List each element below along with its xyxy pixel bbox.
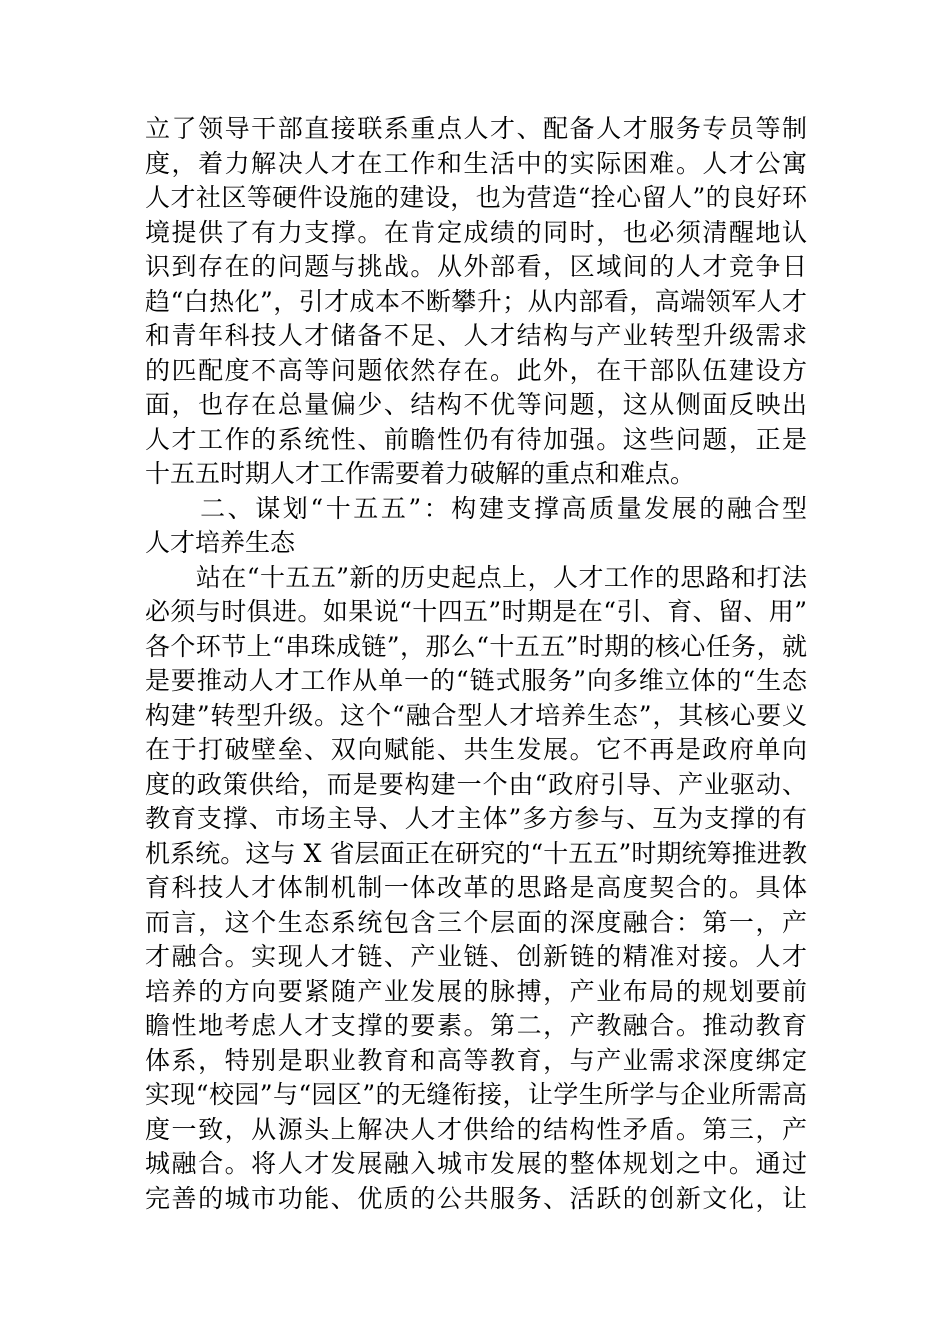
text-line: 实现“校园”与“园区”的无缝衔接，让学生所学与企业所需高 bbox=[145, 1080, 807, 1109]
text-line: 而言，这个生态系统包含三个层面的深度融合：第一，产 bbox=[145, 907, 807, 937]
text-line: 人才工作的系统性、前瞻性仍有待加强。这些问题，正是 bbox=[145, 424, 807, 454]
text-line: 境提供了有力支撑。在肯定成绩的同时，也必须清醒地认 bbox=[145, 217, 807, 247]
text-line: 趋“白热化”，引才成本不断攀升；从内部看，高端领军人才 bbox=[145, 286, 807, 316]
text-line: 育科技人才体制机制一体改革的思路是高度契合的。具体 bbox=[145, 873, 807, 902]
text-line: 是要推动人才工作从单一的“链式服务”向多维立体的“生态 bbox=[145, 666, 807, 695]
text-line: 度，着力解决人才在工作和生活中的实际困难。人才公寓 bbox=[145, 148, 807, 178]
body-text bbox=[145, 112, 807, 1216]
text-line: 识到存在的问题与挑战。从外部看，区域间的人才竞争日 bbox=[145, 252, 807, 281]
text-line: 必须与时俱进。如果说“十四五”时期是在“引、育、留、用” bbox=[145, 597, 807, 626]
text-line: 培养的方向要紧随产业发展的脉搏，产业布局的规划要前 bbox=[145, 976, 807, 1006]
text-line: 度的政策供给，而是要构建一个由“政府引导、产业驱动、 bbox=[145, 769, 807, 799]
text-line: 和青年科技人才储备不足、人才结构与产业转型升级需求 bbox=[145, 321, 807, 350]
text-line: 度一致，从源头上解决人才供给的结构性矛盾。第三，产 bbox=[145, 1114, 807, 1144]
text-line: 体系，特别是职业教育和高等教育，与产业需求深度绑定 bbox=[145, 1045, 807, 1075]
text-line: 完善的城市功能、优质的公共服务、活跃的创新文化，让 bbox=[145, 1183, 807, 1213]
text-line: 城融合。将人才发展融入城市发展的整体规划之中。通过 bbox=[145, 1149, 807, 1178]
text-line: 的匹配度不高等问题依然存在。此外，在干部队伍建设方 bbox=[145, 355, 807, 385]
text-line: 人才社区等硬件设施的建设，也为营造“拴心留人”的良好环 bbox=[145, 183, 807, 212]
text-line: 机系统。这与 X 省层面正在研究的“十五五”时期统筹推进教 bbox=[145, 838, 807, 868]
text-line: 构建”转型升级。这个“融合型人才培养生态”，其核心要义 bbox=[145, 700, 807, 730]
text-line: 才融合。实现人才链、产业链、创新链的精准对接。人才 bbox=[145, 942, 807, 971]
text-line: 瞻性地考虑人才支撑的要素。第二，产教融合。推动教育 bbox=[145, 1011, 807, 1040]
text-line: 面，也存在总量偏少、结构不优等问题，这从侧面反映出 bbox=[145, 390, 807, 419]
text-line: 立了领导干部直接联系重点人才、配备人才服务专员等制 bbox=[145, 114, 807, 143]
section-heading-line: 二、谋划“十五五”：构建支撑高质量发展的融合型 bbox=[145, 493, 807, 523]
text-line: 教育支撑、市场主导、人才主体”多方参与、互为支撑的有 bbox=[145, 804, 807, 833]
text-line: 站在“十五五”新的历史起点上，人才工作的思路和打法 bbox=[145, 562, 807, 592]
text-line: 十五五时期人才工作需要着力破解的重点和难点。 bbox=[145, 459, 696, 488]
text-line: 各个环节上“串珠成链”，那么“十五五”时期的核心任务，就 bbox=[145, 631, 807, 661]
text-line: 在于打破壁垒、双向赋能、共生发展。它不再是政府单向 bbox=[145, 735, 807, 764]
section-heading-line: 人才培养生态 bbox=[145, 528, 296, 557]
